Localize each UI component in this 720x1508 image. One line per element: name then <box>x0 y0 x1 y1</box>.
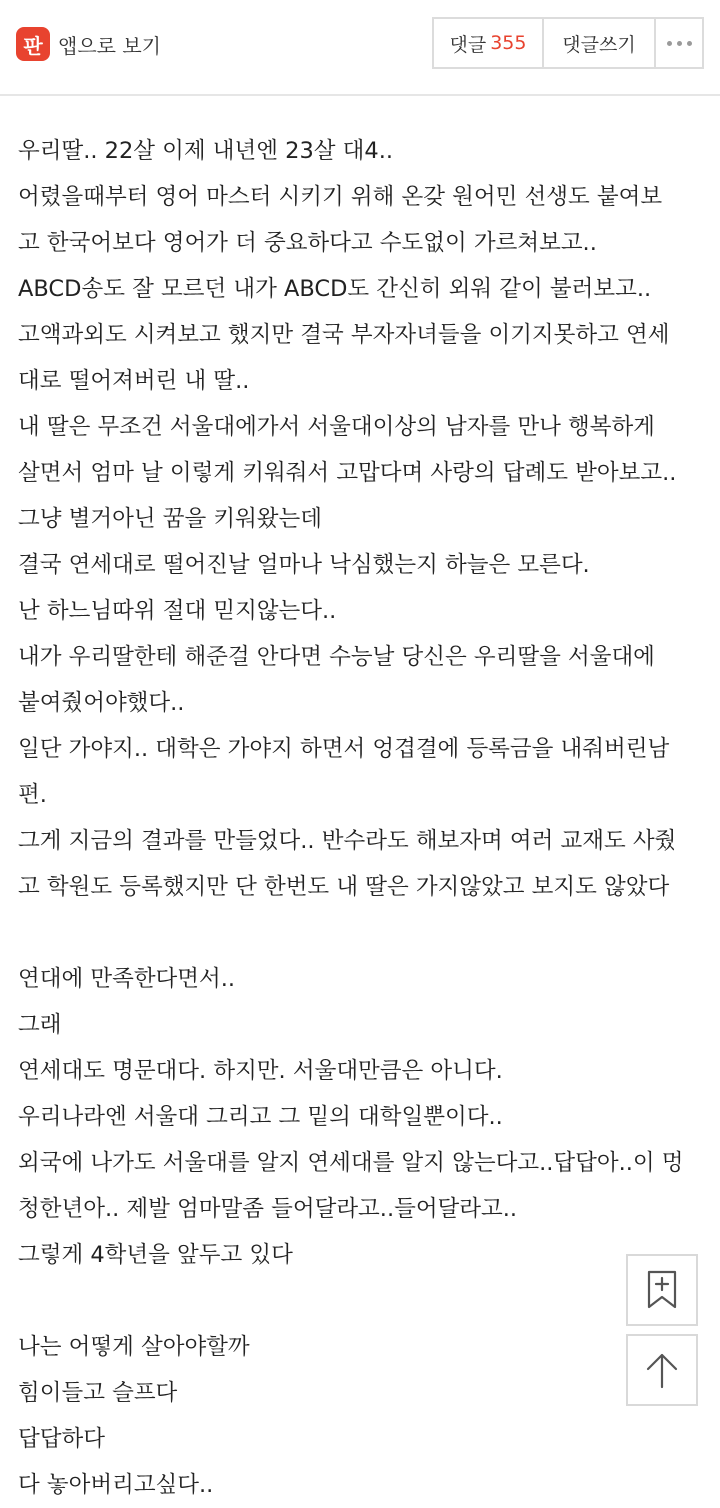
article-line: 연세대도 명문대다. 하지만. 서울대만큼은 아니다. <box>18 1058 503 1084</box>
bookmark-add-icon <box>645 1270 679 1310</box>
article-line: 대로 떨어져버린 내 딸.. <box>18 368 250 394</box>
article-line: 그래 <box>18 1012 62 1038</box>
article-line: 외국에 나가도 서울대를 알지 연세대를 알지 않는다고..답답아..이 멍 <box>18 1150 684 1176</box>
article-line: 답답하다 <box>18 1426 105 1452</box>
open-in-app-label: 앱으로 보기 <box>58 33 161 58</box>
article-line: 그게 지금의 결과를 만들었다.. 반수라도 해보자며 여러 교재도 사줬 <box>18 828 677 854</box>
paragraph-break <box>18 1278 708 1324</box>
comments-button[interactable] <box>434 19 542 67</box>
scroll-to-top-button[interactable] <box>626 1334 698 1406</box>
article-line: 결국 연세대로 떨어진날 얼마나 낙심했는지 하늘은 모른다. <box>18 552 590 578</box>
article-line: 붙여줬어야했다.. <box>18 690 185 716</box>
open-in-app-link[interactable] <box>16 24 161 64</box>
write-comment-label: 댓글쓰기 <box>562 33 636 56</box>
pann-logo-icon: 판 <box>16 27 50 61</box>
article-line: 일단 가야지.. 대학은 가야지 하면서 엉겹결에 등록금을 내줘버린남 <box>18 736 670 762</box>
comments-label: 댓글 <box>449 33 487 56</box>
article-line: 그렇게 4학년을 앞두고 있다 <box>18 1242 293 1268</box>
article-line: 다 놓아버리고싶다.. <box>18 1472 214 1498</box>
article-line: 우리딸.. 22살 이제 내년엔 23살 대4.. <box>18 138 394 164</box>
article-line: 난 하느님따위 절대 믿지않는다.. <box>18 598 337 624</box>
article-line: 연대에 만족한다면서.. <box>18 966 236 992</box>
article-line: 편. <box>18 782 47 808</box>
article-line: 어렸을때부터 영어 마스터 시키기 위해 온갖 원어민 선생도 붙여보 <box>18 184 663 210</box>
comments-count: 355 <box>490 32 527 54</box>
article-line: 우리나라엔 서울대 그리고 그 밑의 대학일뿐이다.. <box>18 1104 503 1130</box>
article-line: 청한년아.. 제발 엄마말좀 들어달라고..들어달라고.. <box>18 1196 518 1222</box>
article-line: 내가 우리딸한테 해준걸 안다면 수능날 당신은 우리딸을 서울대에 <box>18 644 655 670</box>
more-dots-icon <box>677 41 682 46</box>
bookmark-add-button[interactable] <box>626 1254 698 1326</box>
article-body <box>18 128 708 1508</box>
header-button-group <box>432 17 704 69</box>
article-line: 내 딸은 무조건 서울대에가서 서울대이상의 남자를 만나 행복하게 <box>18 414 655 440</box>
article-line: 고 한국어보다 영어가 더 중요하다고 수도없이 가르쳐보고.. <box>18 230 597 256</box>
more-dots-icon <box>667 41 672 46</box>
article-line: 나는 어떻게 살아야할까 <box>18 1334 250 1360</box>
article-line: 살면서 엄마 날 이렇게 키워줘서 고맙다며 사랑의 답례도 받아보고.. <box>18 460 677 486</box>
article-line: 그냥 별거아닌 꿈을 키워왔는데 <box>18 506 323 532</box>
article-line: ABCD송도 잘 모르던 내가 ABCD도 간신히 외워 같이 불러보고.. <box>18 276 652 302</box>
paragraph-break <box>18 910 708 956</box>
article-line: 힘이들고 슬프다 <box>18 1380 178 1406</box>
more-dots-icon <box>687 41 692 46</box>
article-line: 고 학원도 등록했지만 단 한번도 내 딸은 가지않았고 보지도 않았다 <box>18 874 670 900</box>
article-line: 고액과외도 시켜보고 했지만 결국 부자자녀들을 이기지못하고 연세 <box>18 322 670 348</box>
arrow-up-icon <box>645 1351 679 1389</box>
more-options-button[interactable] <box>654 19 702 67</box>
top-bar <box>0 0 720 96</box>
write-comment-button[interactable] <box>542 19 654 67</box>
